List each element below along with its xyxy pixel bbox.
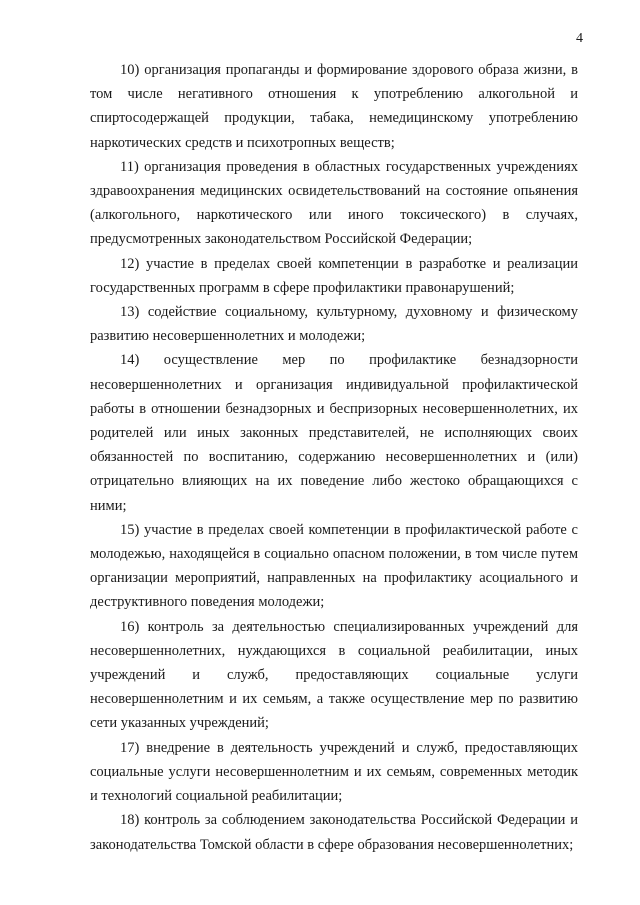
- list-item-13: 13) содействие социальному, культурному, духовному и физическому развитию несовершеннолетних и молодежи;: [90, 304, 578, 345]
- page-number: 4: [576, 31, 583, 46]
- list-item-12: 12) участие в пределах своей компетенции в разработке и реализации государственных программ в сфере профилактики правонарушений;: [90, 255, 578, 296]
- document-body: [90, 58, 578, 857]
- list-item-10: 10) организация пропаганды и формирование здорового образа жизни, в том числе негативного отношения к употреблению алкогольной и спиртосодержащей продукции, табака, немедицинскому употреблению наркотических средств и психотропных веществ;: [90, 62, 578, 151]
- list-item-17: 17) внедрение в деятельность учреждений и служб, предоставляющих социальные услуги несовершеннолетним и их семьям, современных методик и технологий социальной реабилитации;: [90, 739, 578, 805]
- list-item-14: 14) осуществление мер по профилактике безнадзорности несовершеннолетних и организация индивидуальной профилактической работы в отношении безнадзорных и беспризорных несовершеннолетних, их родителей или иных законных представителей, не исполняющих своих обязанностей по воспитанию, содержанию несовершеннолетних и (или) отрицательно влияющих на их поведение либо жестоко обращающихся с ними;: [90, 352, 578, 514]
- list-item-18: 18) контроль за соблюдением законодательства Российской Федерации и законодательства Томской области в сфере образования несовершеннолетних;: [90, 812, 578, 853]
- list-item-16: 16) контроль за деятельностью специализированных учреждений для несовершеннолетних, нуждающихся в социальной реабилитации, иных учреждений и служб, предоставляющих социальные услуги несовершеннолетним и их семьям, а также осуществление мер по развитию сети указанных учреждений;: [90, 618, 578, 732]
- list-item-11: 11) организация проведения в областных государственных учреждениях здравоохранения медицинских освидетельствований на состояние опьянения (алкогольного, наркотического или иного токсического) в случаях, предусмотренных законодательством Российской Федерации;: [90, 158, 578, 248]
- list-item-15: 15) участие в пределах своей компетенции в профилактической работе с молодежью, находящейся в социально опасном положении, в том числе путем организации мероприятий, направленных на профилактику асоциального и деструктивного поведения молодежи;: [90, 521, 578, 611]
